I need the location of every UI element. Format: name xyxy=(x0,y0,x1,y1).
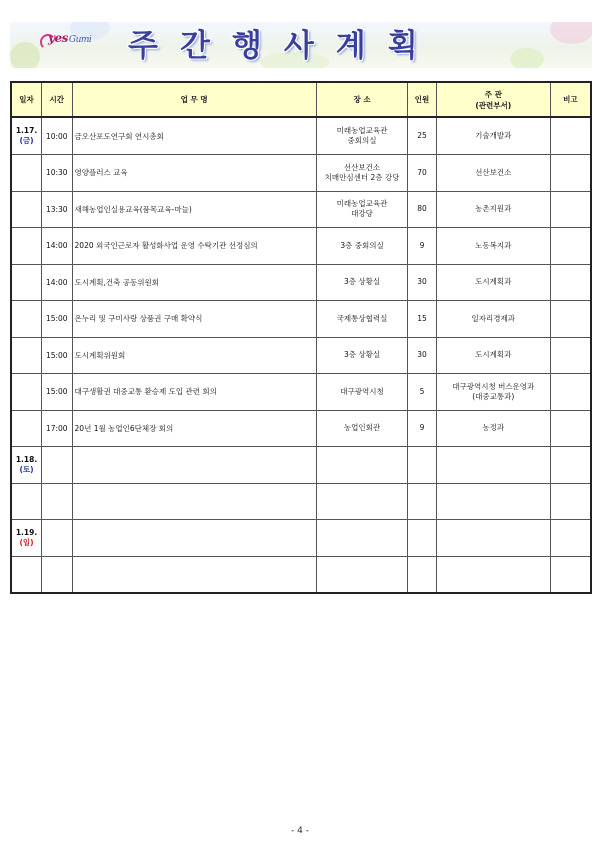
header-org xyxy=(436,82,550,117)
day-cell-empty xyxy=(11,337,42,374)
event-time: 13:30 xyxy=(42,191,73,228)
table-row xyxy=(11,155,591,192)
day-cell-empty xyxy=(11,556,42,593)
day-weekday: (토) xyxy=(19,464,34,474)
day-cell xyxy=(11,520,42,557)
event-org xyxy=(436,264,550,301)
event-count: 15 xyxy=(408,301,436,338)
day-cell-empty xyxy=(11,301,42,338)
event-task xyxy=(72,483,316,520)
event-note xyxy=(550,483,591,520)
event-place xyxy=(316,228,408,265)
event-count: 80 xyxy=(408,191,436,228)
event-task: 도시계획,건축 공동위원회 xyxy=(72,264,316,301)
event-place-line: 3층 상황실 xyxy=(343,350,381,360)
event-note xyxy=(550,556,591,593)
event-note xyxy=(550,337,591,374)
event-org xyxy=(436,447,550,484)
table-row xyxy=(11,556,591,593)
event-org-line: 도시계획과 xyxy=(475,277,512,287)
event-count xyxy=(408,447,436,484)
event-note xyxy=(550,374,591,411)
table-row xyxy=(11,264,591,301)
event-note xyxy=(550,301,591,338)
event-count xyxy=(408,520,436,557)
table-row xyxy=(11,191,591,228)
event-time: 15:00 xyxy=(42,374,73,411)
event-org xyxy=(436,520,550,557)
day-weekday: (금) xyxy=(19,136,34,145)
event-org-line: 노동복지과 xyxy=(475,240,512,250)
event-count: 70 xyxy=(408,155,436,192)
event-place xyxy=(316,301,408,338)
event-place xyxy=(316,155,408,192)
event-note xyxy=(550,264,591,301)
event-place-line: 치매안심센터 2층 강당 xyxy=(324,172,400,182)
day-cell-empty xyxy=(11,155,42,192)
day-cell xyxy=(11,117,42,155)
event-task xyxy=(72,447,316,484)
event-place xyxy=(316,483,408,520)
event-note xyxy=(550,191,591,228)
event-task: 2020 외국인근로자 활성화사업 운영 수탁기관 선정심의 xyxy=(72,228,316,265)
day-cell-empty xyxy=(11,410,42,447)
table-row xyxy=(11,301,591,338)
event-count xyxy=(408,483,436,520)
event-count: 30 xyxy=(408,337,436,374)
event-org xyxy=(436,301,550,338)
event-org-line: 대구광역시청 버스운영과 xyxy=(452,381,535,391)
event-place xyxy=(316,447,408,484)
event-task: 영양플러스 교육 xyxy=(72,155,316,192)
page-title: 주간행사계획 xyxy=(128,28,440,64)
event-task: 대구생활권 대중교통 환승제 도입 관련 회의 xyxy=(72,374,316,411)
event-count: 25 xyxy=(408,117,436,155)
table-header-row xyxy=(11,82,591,117)
day-cell-empty xyxy=(11,264,42,301)
day-date: 1.18. xyxy=(15,454,38,464)
event-place xyxy=(316,410,408,447)
day-cell-empty xyxy=(11,483,42,520)
event-place-line: 3층 상황실 xyxy=(343,277,381,287)
event-note xyxy=(550,520,591,557)
event-task xyxy=(72,520,316,557)
day-cell-empty xyxy=(11,191,42,228)
event-time: 10:00 xyxy=(42,117,73,155)
event-count: 9 xyxy=(408,228,436,265)
event-time xyxy=(42,447,73,484)
event-note xyxy=(550,117,591,155)
header-task: 업 무 명 xyxy=(72,82,316,117)
event-task: 20년 1월 농업인6단체장 회의 xyxy=(72,410,316,447)
day-weekday: (일) xyxy=(19,537,34,547)
event-place xyxy=(316,264,408,301)
header-place: 장 소 xyxy=(316,82,408,117)
table-row xyxy=(11,410,591,447)
event-org-line: 일자리경제과 xyxy=(471,313,516,323)
event-time xyxy=(42,483,73,520)
header-count: 인원 xyxy=(408,82,436,117)
page-number: - 4 - xyxy=(291,826,309,836)
event-org xyxy=(436,191,550,228)
banner-decoration xyxy=(10,42,40,68)
event-note xyxy=(550,447,591,484)
event-time: 15:00 xyxy=(42,301,73,338)
event-place-line: 선산보건소 xyxy=(343,162,381,172)
event-place-line: 국제통상협력실 xyxy=(336,313,388,323)
logo-subtext: Gumi xyxy=(68,35,92,45)
event-place xyxy=(316,117,408,155)
event-note xyxy=(550,155,591,192)
event-org xyxy=(436,337,550,374)
event-time xyxy=(42,520,73,557)
event-org xyxy=(436,483,550,520)
table-row xyxy=(11,228,591,265)
event-note xyxy=(550,410,591,447)
banner-decoration xyxy=(550,22,592,44)
event-place-line: 대강당 xyxy=(351,209,373,219)
event-org xyxy=(436,228,550,265)
event-place-line: 농업인회관 xyxy=(343,423,381,433)
event-note xyxy=(550,228,591,265)
event-time: 17:00 xyxy=(42,410,73,447)
header-org-line2: (관련부서) xyxy=(475,100,512,110)
event-time: 15:00 xyxy=(42,337,73,374)
event-task xyxy=(72,556,316,593)
event-place-line: 미래농업교육관 xyxy=(336,126,388,135)
event-time xyxy=(42,556,73,593)
day-cell-empty xyxy=(11,228,42,265)
event-count: 9 xyxy=(408,410,436,447)
event-count: 30 xyxy=(408,264,436,301)
day-date: 1.17. xyxy=(15,126,38,135)
event-org xyxy=(436,556,550,593)
event-count xyxy=(408,556,436,593)
day-cell xyxy=(11,447,42,484)
event-place xyxy=(316,520,408,557)
event-org-line: 도시계획과 xyxy=(475,350,512,360)
event-org-line: 기술개발과 xyxy=(475,131,512,140)
event-place xyxy=(316,556,408,593)
day-cell-empty xyxy=(11,374,42,411)
event-place-line: 미래농업교육관 xyxy=(336,199,388,209)
header-note: 비고 xyxy=(550,82,591,117)
event-org-line: 선산보건소 xyxy=(475,167,512,177)
event-place-line: 대구광역시청 xyxy=(340,386,384,396)
event-place-line: 중회의실 xyxy=(347,136,377,145)
header-org-line1: 주 관 xyxy=(484,89,502,99)
table-row xyxy=(11,337,591,374)
event-org-line: (대중교통과) xyxy=(472,391,515,401)
schedule-body xyxy=(11,117,591,593)
event-place xyxy=(316,191,408,228)
title-banner xyxy=(10,22,592,68)
table-row xyxy=(11,374,591,411)
logo xyxy=(48,31,91,45)
event-time: 14:00 xyxy=(42,228,73,265)
table-row xyxy=(11,483,591,520)
event-place xyxy=(316,374,408,411)
event-task: 금오산포도연구회 연시총회 xyxy=(72,117,316,155)
event-org-line: 농정과 xyxy=(482,423,505,433)
event-org xyxy=(436,117,550,155)
event-time: 14:00 xyxy=(42,264,73,301)
event-time: 10:30 xyxy=(42,155,73,192)
event-task: 온누리 및 구미사랑 상품권 구매 확약식 xyxy=(72,301,316,338)
event-org xyxy=(436,155,550,192)
table-row xyxy=(11,447,591,484)
event-org-line: 농촌지원과 xyxy=(475,204,512,214)
event-task: 새해농업인실용교육(품목교육-마늘) xyxy=(72,191,316,228)
table-row xyxy=(11,520,591,557)
event-task: 도시계획위원회 xyxy=(72,337,316,374)
table-row xyxy=(11,117,591,155)
logo-text: yes xyxy=(48,31,68,45)
event-place xyxy=(316,337,408,374)
event-place-line: 3층 중회의실 xyxy=(340,240,384,250)
schedule-table xyxy=(10,81,592,594)
event-count: 5 xyxy=(408,374,436,411)
header-day: 일자 xyxy=(11,82,42,117)
event-org xyxy=(436,374,550,411)
header-time: 시간 xyxy=(42,82,73,117)
event-org xyxy=(436,410,550,447)
day-date: 1.19. xyxy=(15,527,38,537)
